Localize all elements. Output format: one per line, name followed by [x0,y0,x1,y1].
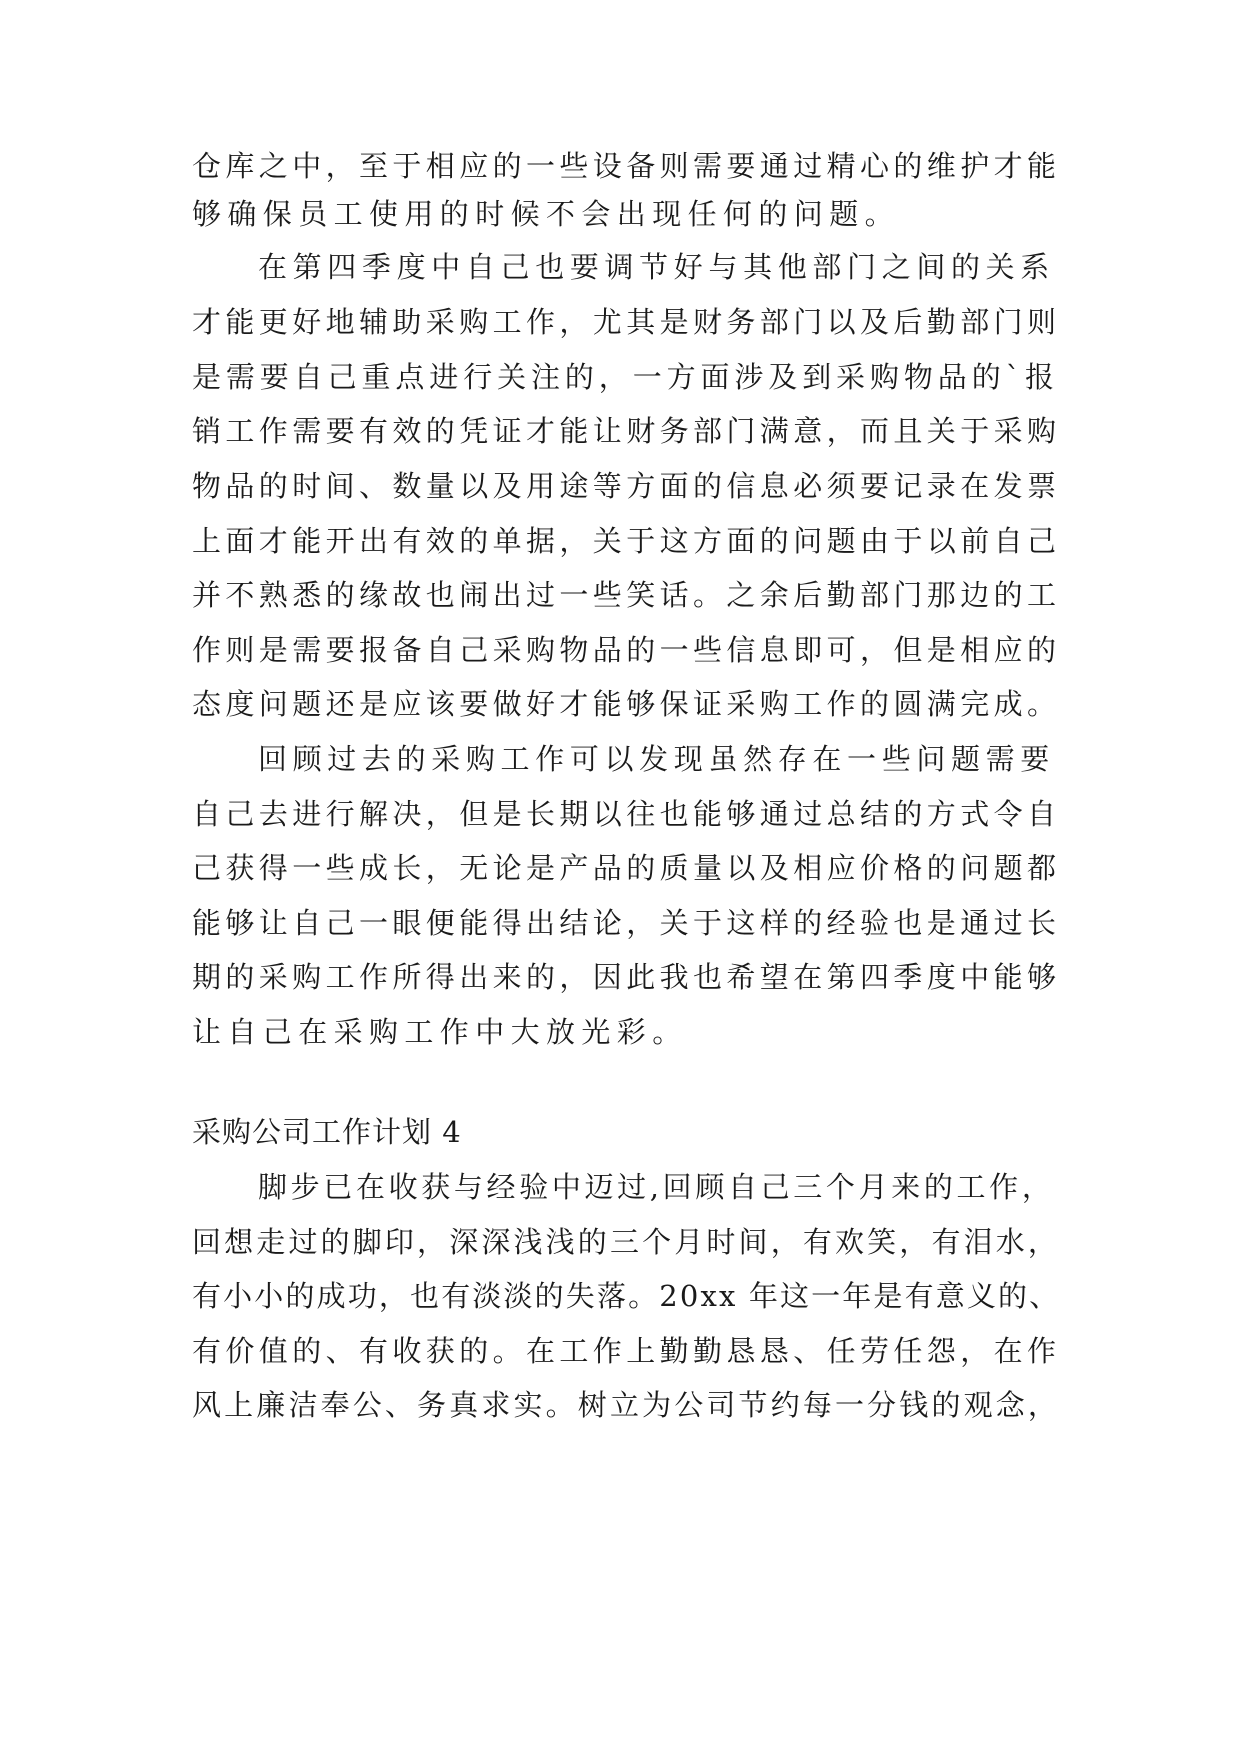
paragraph-line: 上面才能开出有效的单据，关于这方面的问题由于以前自己 [192,524,1061,558]
paragraph-line: 期的采购工作所得出来的，因此我也希望在第四季度中能够 [192,960,1061,994]
paragraph-first-line: 在第四季度中自己也要调节好与其他部门之间的关系 [258,250,1055,284]
paragraph-line: 己获得一些成长，无论是产品的质量以及相应价格的问题都 [192,851,1061,885]
paragraph-line: 够确保员工使用的时候不会出现任何的问题。 [192,197,901,231]
paragraph-line: 让自己在采购工作中大放光彩。 [192,1015,688,1049]
paragraph-first-line: 回顾过去的采购工作可以发现虽然存在一些问题需要 [258,742,1055,776]
paragraph-line: 才能更好地辅助采购工作，尤其是财务部门以及后勤部门则 [192,305,1061,339]
paragraph-line: 并不熟悉的缘故也闹出过一些笑话。之余后勤部门那边的工 [192,578,1061,612]
section-heading: 采购公司工作计划 4 [192,1115,462,1149]
paragraph-line: 风上廉洁奉公、务真求实。树立为公司节约每一分钱的观念， [192,1388,1061,1422]
paragraph-line: 有价值的、有收获的。在工作上勤勤恳恳、任劳任怨，在作 [192,1334,1061,1368]
paragraph-line: 态度问题还是应该要做好才能够保证采购工作的圆满完成。 [192,687,1061,721]
paragraph-line: 销工作需要有效的凭证才能让财务部门满意，而且关于采购 [192,414,1061,448]
paragraph-line: 能够让自己一眼便能得出结论，关于这样的经验也是通过长 [192,906,1061,940]
paragraph-line: 自己去进行解决，但是长期以往也能够通过总结的方式令自 [192,797,1061,831]
paragraph-first-line: 脚步已在收获与经验中迈过,回顾自己三个月来的工作， [258,1170,1055,1204]
paragraph-line: 仓库之中，至于相应的一些设备则需要通过精心的维护才能 [192,149,1061,183]
paragraph-line: 物品的时间、数量以及用途等方面的信息必须要记录在发票 [192,469,1061,503]
paragraph-line: 作则是需要报备自己采购物品的一些信息即可，但是相应的 [192,633,1061,667]
paragraph-line: 有小小的成功，也有淡淡的失落。20xx 年这一年是有意义的、 [192,1279,1061,1313]
paragraph-line: 是需要自己重点进行关注的，一方面涉及到采购物品的`报 [192,360,1059,394]
paragraph-line: 回想走过的脚印，深深浅浅的三个月时间，有欢笑，有泪水， [192,1225,1061,1259]
